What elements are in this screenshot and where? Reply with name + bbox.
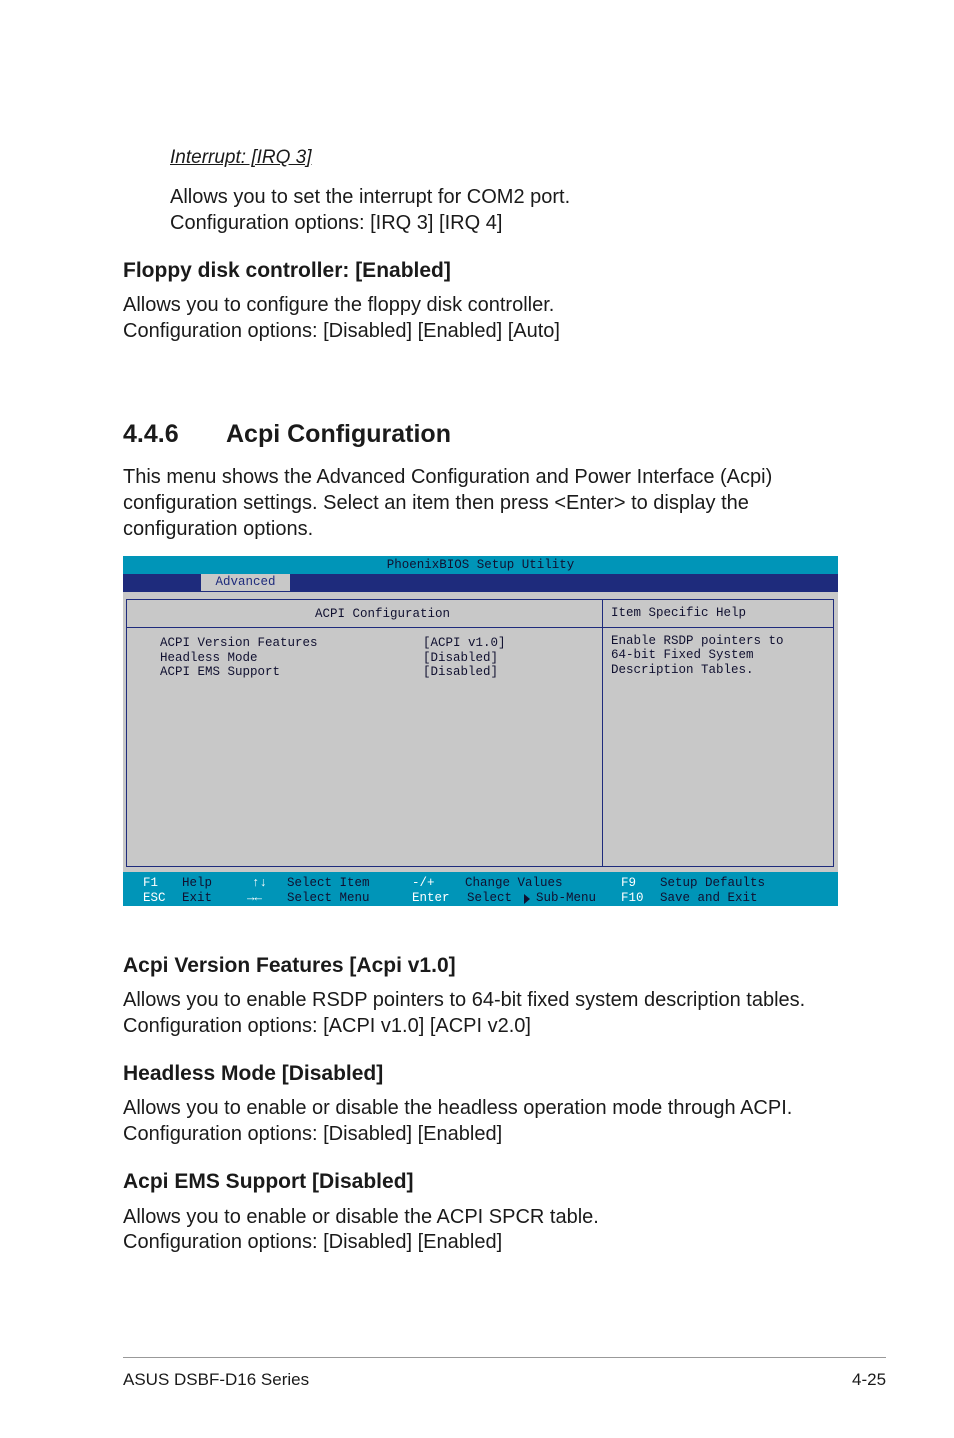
bios-help-line-3: Description Tables. bbox=[611, 663, 754, 677]
key-plus-minus: -/+ bbox=[412, 876, 435, 890]
bios-key-legend bbox=[123, 872, 838, 906]
key-esc: ESC bbox=[143, 891, 166, 905]
acpi-version-options: Configuration options: [ACPI v1.0] [ACPI v2.0] bbox=[123, 1015, 531, 1037]
submenu-arrow-icon bbox=[524, 894, 530, 904]
key-f1: F1 bbox=[143, 876, 159, 890]
footer-page-number: 4-25 bbox=[852, 1370, 887, 1389]
footer-rule bbox=[123, 1357, 886, 1358]
key-f1-desc: Help bbox=[182, 876, 213, 890]
key-enter-desc-submenu: Sub-Menu bbox=[536, 891, 597, 905]
bios-item-acpi-ems[interactable]: ACPI EMS Support bbox=[160, 665, 281, 679]
interrupt-desc: Allows you to set the interrupt for COM2 port. bbox=[170, 186, 571, 208]
key-f10: F10 bbox=[621, 891, 644, 905]
key-updown-desc: Select Item bbox=[287, 876, 370, 890]
interrupt-options: Configuration options: [IRQ 3] [IRQ 4] bbox=[170, 212, 503, 234]
section-intro-line-1: This menu shows the Advanced Configuration and Power Interface (Acpi) bbox=[123, 466, 773, 488]
bios-tab-bar bbox=[123, 574, 838, 592]
bios-panel-title: ACPI Configuration bbox=[315, 607, 451, 621]
bios-value-acpi-version[interactable]: [ACPI v1.0] bbox=[423, 636, 506, 650]
interrupt-heading: Interrupt: [IRQ 3] bbox=[170, 147, 312, 168]
section-title: Acpi Configuration bbox=[226, 420, 451, 448]
bios-header-divider bbox=[126, 627, 834, 628]
bios-item-acpi-version[interactable]: ACPI Version Features bbox=[160, 636, 318, 650]
section-number: 4.4.6 bbox=[123, 420, 179, 448]
bios-value-acpi-ems[interactable]: [Disabled] bbox=[423, 665, 499, 679]
key-enter-desc-select: Select bbox=[467, 891, 513, 905]
acpi-ems-options: Configuration options: [Disabled] [Enabled] bbox=[123, 1231, 503, 1253]
bios-help-line-1: Enable RSDP pointers to bbox=[611, 634, 784, 648]
key-f10-desc: Save and Exit bbox=[660, 891, 758, 905]
bios-help-line-2: 64-bit Fixed System bbox=[611, 648, 754, 662]
bios-help-title: Item Specific Help bbox=[611, 606, 747, 620]
key-enter: Enter bbox=[412, 891, 450, 905]
key-plus-minus-desc: Change Values bbox=[465, 876, 563, 890]
left-right-arrows-icon: →← bbox=[247, 891, 263, 905]
bios-panel-divider bbox=[602, 599, 603, 867]
acpi-ems-heading: Acpi EMS Support [Disabled] bbox=[123, 1170, 414, 1193]
up-down-arrows-icon: ↑↓ bbox=[252, 876, 268, 890]
bios-screen bbox=[123, 556, 838, 906]
key-f9-desc: Setup Defaults bbox=[660, 876, 766, 890]
headless-mode-options: Configuration options: [Disabled] [Enabled] bbox=[123, 1123, 503, 1145]
bios-value-headless-mode[interactable]: [Disabled] bbox=[423, 651, 499, 665]
floppy-options: Configuration options: [Disabled] [Enabled] [Auto] bbox=[123, 320, 560, 342]
key-leftright-desc: Select Menu bbox=[287, 891, 370, 905]
bios-item-headless-mode[interactable]: Headless Mode bbox=[160, 651, 258, 665]
key-f9: F9 bbox=[621, 876, 637, 890]
acpi-version-heading: Acpi Version Features [Acpi v1.0] bbox=[123, 954, 456, 977]
headless-mode-desc: Allows you to enable or disable the headless operation mode through ACPI. bbox=[123, 1097, 793, 1119]
floppy-desc: Allows you to configure the floppy disk controller. bbox=[123, 294, 555, 316]
headless-mode-heading: Headless Mode [Disabled] bbox=[123, 1062, 384, 1085]
acpi-ems-desc: Allows you to enable or disable the ACPI SPCR table. bbox=[123, 1206, 599, 1228]
section-intro-line-2: configuration settings. Select an item then press <Enter> to display the bbox=[123, 492, 749, 514]
tab-advanced[interactable]: Advanced bbox=[201, 574, 290, 591]
bios-title: PhoenixBIOS Setup Utility bbox=[123, 556, 838, 574]
floppy-heading: Floppy disk controller: [Enabled] bbox=[123, 259, 451, 282]
footer-product: ASUS DSBF-D16 Series bbox=[123, 1370, 310, 1389]
key-esc-desc: Exit bbox=[182, 891, 213, 905]
acpi-version-desc: Allows you to enable RSDP pointers to 64-bit fixed system description tables. bbox=[123, 989, 806, 1011]
section-intro-line-3: configuration options. bbox=[123, 518, 314, 540]
